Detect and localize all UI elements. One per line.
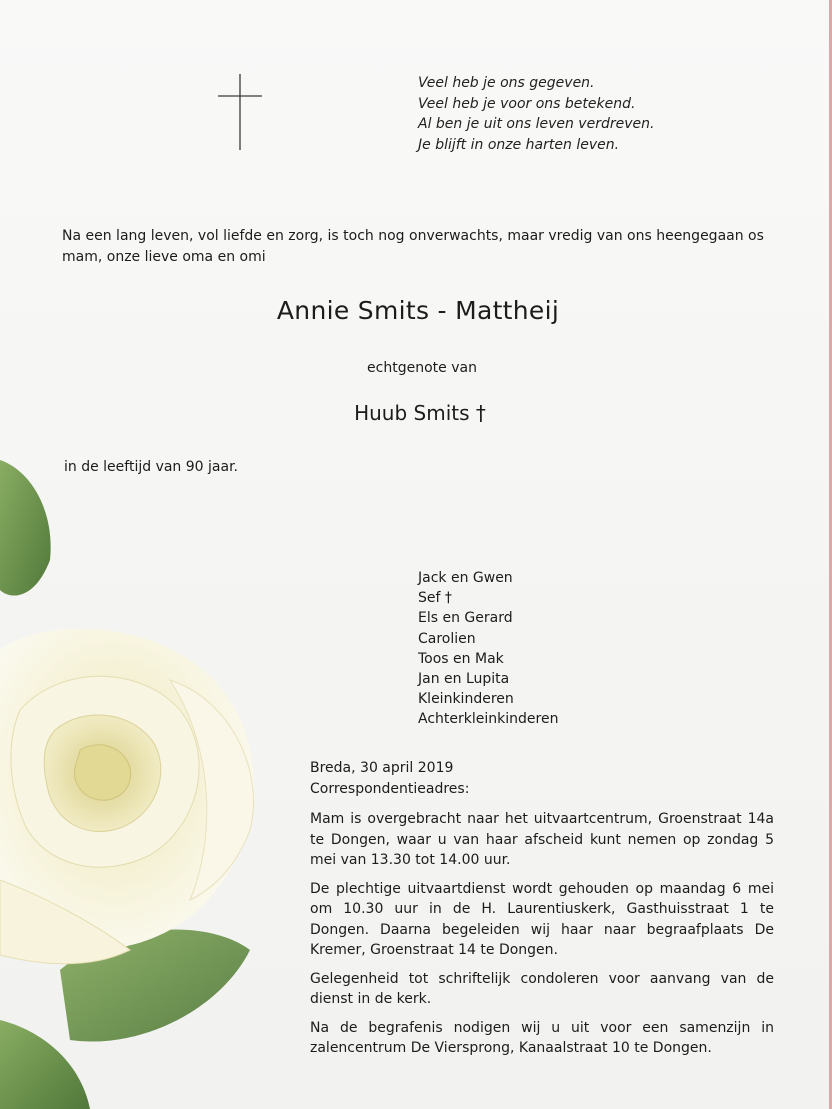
correspondence-label: Correspondentieadres: — [310, 780, 470, 797]
relative-item: Els en Gerard — [418, 610, 513, 627]
poem-line: Veel heb je voor ons betekend. — [418, 95, 636, 112]
poem — [418, 73, 654, 155]
paragraph-service: De plechtige uitvaartdienst wordt gehouden op maandag 6 mei om 10.30 uur in de H. Laurentiuskerk, Gasthuisstraat 1 te Dongen. Daarna begeleiden wij haar naar begraafplaats De Kremer, Groenstraat 14 te Dongen. — [310, 880, 774, 958]
paragraph-viewing: Mam is overgebracht naar het uitvaartcentrum, Groenstraat 14a te Dongen, waar u van haar afscheid kunt nemen op zondag 5 mei van 13.30 tot 14.00 uur. — [310, 811, 774, 868]
poem-line: Je blijft in onze harten leven. — [418, 136, 620, 153]
relative-item: Carolien — [418, 630, 476, 647]
paragraph-condolences: Gelegenheid tot schriftelijk condoleren voor aanvang van de dienst in de kerk. — [310, 970, 774, 1007]
details-block — [310, 758, 774, 1067]
cross-icon — [216, 72, 264, 152]
relative-item: Jack en Gwen — [418, 570, 513, 586]
spouse-label: echtgenote van — [367, 360, 477, 376]
place-date: Breda, 30 april 2019 — [310, 760, 454, 776]
deceased-name: Annie Smits - Mattheij — [276, 296, 560, 325]
age-text: in de leeftijd van 90 jaar. — [64, 459, 238, 475]
white-rose-image — [0, 450, 300, 1109]
paragraph-reception: Na de begrafenis nodigen wij u uit voor een samenzijn in zalencentrum De Viersprong, Kanaalstraat 10 te Dongen. — [310, 1019, 774, 1056]
spouse-name: Huub Smits † — [354, 401, 486, 425]
relatives-list — [418, 568, 558, 730]
poem-line: Veel heb je ons gegeven. — [418, 75, 595, 91]
poem-line: Al ben je uit ons leven verdreven. — [418, 116, 655, 132]
relative-item: Jan en Lupita — [418, 671, 510, 688]
relative-item: Kleinkinderen — [418, 691, 514, 708]
intro-text: Na een lang leven, vol liefde en zorg, is toch nog onverwachts, maar vredig van ons heengegaan os mam, onze lieve oma en omi — [62, 228, 764, 265]
relative-item: Achterkleinkinderen — [418, 711, 559, 728]
relative-item: Toos en Mak — [418, 650, 504, 667]
relative-item: Sef † — [418, 590, 452, 607]
